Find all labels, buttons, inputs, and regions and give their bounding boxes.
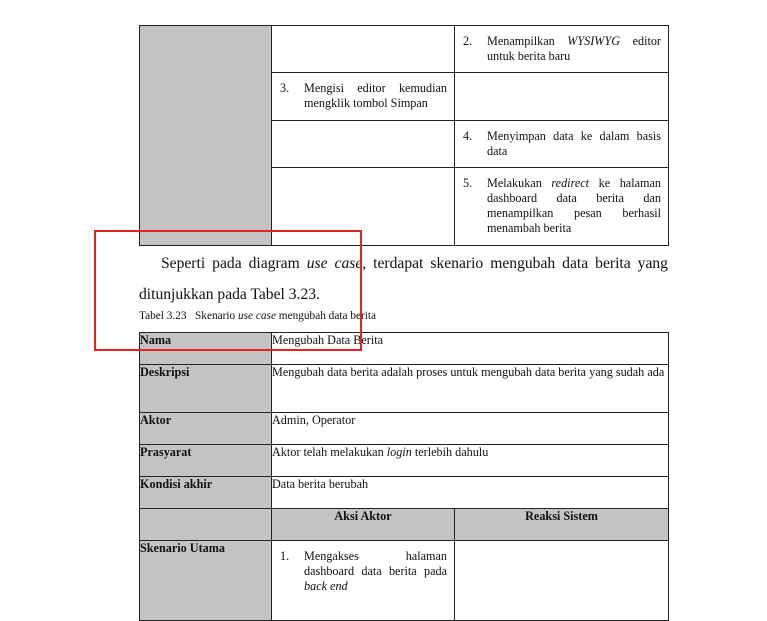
step-number: 4. <box>463 129 473 143</box>
step-number: 1. <box>280 549 290 563</box>
reaksi-sistem-cell <box>455 541 669 621</box>
nama-value: Mengubah Data Berita <box>272 333 669 365</box>
reaksi-sistem-cell <box>455 26 669 73</box>
aktor-value: Admin, Operator <box>272 413 669 445</box>
body-paragraph <box>139 254 668 305</box>
aksi-aktor-cell <box>272 73 455 121</box>
paragraph-line-2: ditunjukkan pada Tabel 3.23. <box>139 286 320 303</box>
aksi-aktor-cell <box>272 541 455 621</box>
step-text: Mengakses halaman dashboard data berita pada back end <box>304 549 447 593</box>
aksi-aktor-cell <box>272 168 455 246</box>
reaksi-sistem-header: Reaksi Sistem <box>455 509 669 541</box>
step-number: 5. <box>463 176 473 190</box>
deskripsi-label: Deskripsi <box>140 365 272 413</box>
shaded-label-column <box>140 26 272 246</box>
step-text: Melakukan redirect ke halaman dashboard data berita dan menampilkan pesan berhasil menambah berita <box>487 176 661 235</box>
step-text: Menampilkan WYSIWYG editor untuk berita baru <box>487 34 661 63</box>
reaksi-sistem-cell <box>455 73 669 121</box>
kondisi-akhir-label: Kondisi akhir <box>140 477 272 509</box>
aksi-aktor-cell <box>272 26 455 73</box>
step-number: 3. <box>280 81 290 95</box>
prasyarat-label: Prasyarat <box>140 445 272 477</box>
reaksi-sistem-cell <box>455 121 669 168</box>
paragraph-line-1: Seperti pada diagram use case, terdapat skenario mengubah data berita yang <box>161 255 668 272</box>
aktor-label: Aktor <box>140 413 272 445</box>
step-text: Menyimpan data ke dalam basis data <box>487 129 661 158</box>
deskripsi-value: Mengubah data berita adalah proses untuk mengubah data berita yang sudah ada <box>272 365 669 413</box>
caption-label: Tabel 3.23 <box>139 310 187 322</box>
step-number: 2. <box>463 34 473 48</box>
step-text: Mengisi editor kemudian mengklik tombol Simpan <box>304 81 447 110</box>
prasyarat-value: Aktor telah melakukan login terlebih dahulu <box>272 445 669 477</box>
scenario-table <box>139 332 669 621</box>
header-empty-cell <box>140 509 272 541</box>
aksi-aktor-header: Aksi Aktor <box>272 509 455 541</box>
table-caption: Tabel 3.23 Skenario use case mengubah data berita <box>139 310 377 322</box>
reaksi-sistem-cell <box>455 168 669 246</box>
aksi-aktor-cell <box>272 121 455 168</box>
scenario-table-continued <box>139 25 669 246</box>
nama-label: Nama <box>140 333 272 365</box>
skenario-utama-label: Skenario Utama <box>140 541 272 621</box>
kondisi-akhir-value: Data berita berubah <box>272 477 669 509</box>
